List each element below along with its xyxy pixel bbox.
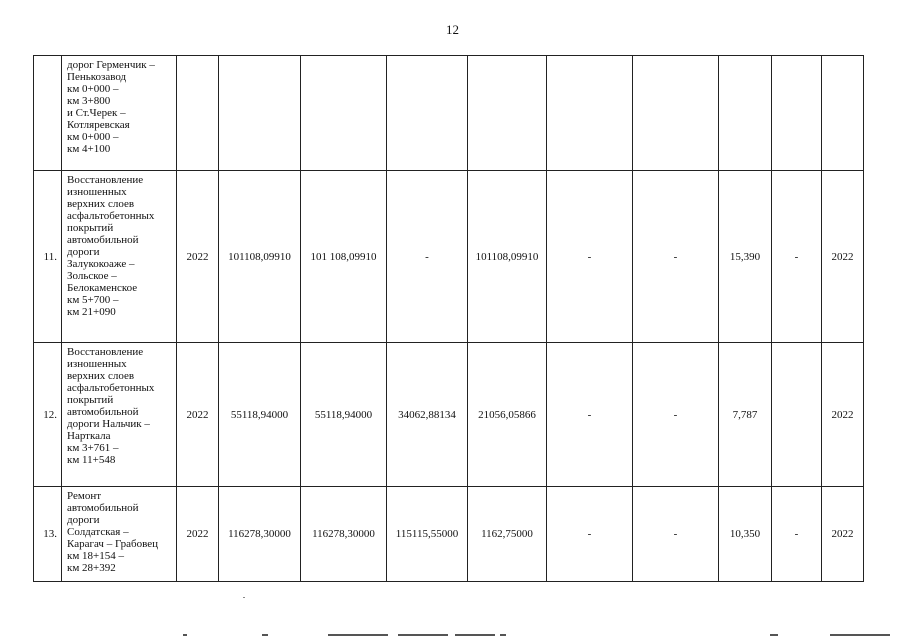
cell-year <box>177 56 219 171</box>
description-line: асфальтобетонных <box>67 382 155 394</box>
cell-regional: - <box>387 171 468 343</box>
description-line: изношенных <box>67 358 127 370</box>
roads-table <box>33 55 864 582</box>
cell-regional: 115115,55000 <box>387 487 468 582</box>
cell-other2: - <box>633 487 719 582</box>
description-line: Залукокоаже – <box>67 258 135 270</box>
cell-federal: 55118,94000 <box>301 343 387 487</box>
cell-other1: - <box>547 343 633 487</box>
cell-end-year: 2022 <box>822 343 864 487</box>
cell-extra <box>772 56 822 171</box>
cell-end-year: 2022 <box>822 171 864 343</box>
description-line: км 0+000 – <box>67 131 119 143</box>
description-line: км 11+548 <box>67 454 116 466</box>
description-line: км 3+800 <box>67 95 111 107</box>
description-line: Пенькозавод <box>67 71 127 83</box>
description-line: автомобильной <box>67 502 139 514</box>
cell-other2 <box>633 56 719 171</box>
scan-speck <box>243 597 245 598</box>
table-row <box>34 56 864 171</box>
description-line: Нарткала <box>67 430 111 442</box>
cell-federal: 116278,30000 <box>301 487 387 582</box>
description-line: покрытий <box>67 222 114 234</box>
description-line: дороги <box>67 246 100 258</box>
cell-length: 10,350 <box>719 487 772 582</box>
description-line: Солдатская – <box>67 526 129 538</box>
cell-num <box>34 56 62 171</box>
cell-year: 2022 <box>177 487 219 582</box>
description-line: Ремонт <box>67 490 102 502</box>
cell-num: 12. <box>34 343 62 487</box>
description-line: км 21+090 <box>67 306 116 318</box>
cell-year: 2022 <box>177 171 219 343</box>
cell-description <box>62 171 177 343</box>
cell-regional: 34062,88134 <box>387 343 468 487</box>
cell-federal <box>301 56 387 171</box>
cell-extra: - <box>772 487 822 582</box>
description-line: Карагач – Грабовец <box>67 538 158 550</box>
description-line: км 18+154 – <box>67 550 125 562</box>
description-line: асфальтобетонных <box>67 210 155 222</box>
description-line: Белокаменское <box>67 282 138 294</box>
cell-length: 15,390 <box>719 171 772 343</box>
cell-other2: - <box>633 343 719 487</box>
cell-extra <box>772 343 822 487</box>
cell-local: 1162,75000 <box>468 487 547 582</box>
description-line: км 3+761 – <box>67 442 119 454</box>
cell-other1: - <box>547 487 633 582</box>
cell-regional <box>387 56 468 171</box>
table-row <box>34 171 864 343</box>
cell-local <box>468 56 547 171</box>
cell-year: 2022 <box>177 343 219 487</box>
cell-end-year: 2022 <box>822 487 864 582</box>
cell-total: 116278,30000 <box>219 487 301 582</box>
description-line: верхних слоев <box>67 198 135 210</box>
description-line: Котляревская <box>67 119 130 131</box>
description-line: покрытий <box>67 394 114 406</box>
description-line: верхних слоев <box>67 370 135 382</box>
description-line: Восстановление <box>67 346 144 358</box>
cell-num: 11. <box>34 171 62 343</box>
description-line: км 0+000 – <box>67 83 119 95</box>
cell-description <box>62 56 177 171</box>
description-line: Зольское – <box>67 270 117 282</box>
table-row <box>34 343 864 487</box>
description-line: км 5+700 – <box>67 294 119 306</box>
cell-total <box>219 56 301 171</box>
table-body <box>34 56 864 582</box>
description-line: дороги Нальчик – <box>67 418 150 430</box>
cell-extra: - <box>772 171 822 343</box>
cell-federal: 101 108,09910 <box>301 171 387 343</box>
cell-other1 <box>547 56 633 171</box>
description-line: дороги <box>67 514 100 526</box>
cell-local: 101108,09910 <box>468 171 547 343</box>
cell-length: 7,787 <box>719 343 772 487</box>
description-line: изношенных <box>67 186 127 198</box>
bottom-scan-marks <box>0 634 905 640</box>
description-line: автомобильной <box>67 406 139 418</box>
cell-total: 101108,09910 <box>219 171 301 343</box>
page-number: 12 <box>446 22 459 37</box>
cell-total: 55118,94000 <box>219 343 301 487</box>
description-line: км 4+100 <box>67 143 111 155</box>
table-row <box>34 487 864 582</box>
cell-length <box>719 56 772 171</box>
description-line: Восстановление <box>67 174 144 186</box>
description-line: дорог Герменчик – <box>67 59 155 71</box>
description-line: км 28+392 <box>67 562 116 574</box>
cell-end-year <box>822 56 864 171</box>
description-line: автомобильной <box>67 234 139 246</box>
cell-other1: - <box>547 171 633 343</box>
cell-num: 13. <box>34 487 62 582</box>
cell-description <box>62 343 177 487</box>
cell-other2: - <box>633 171 719 343</box>
description-line: и Ст.Черек – <box>67 107 126 119</box>
cell-description <box>62 487 177 582</box>
cell-local: 21056,05866 <box>468 343 547 487</box>
